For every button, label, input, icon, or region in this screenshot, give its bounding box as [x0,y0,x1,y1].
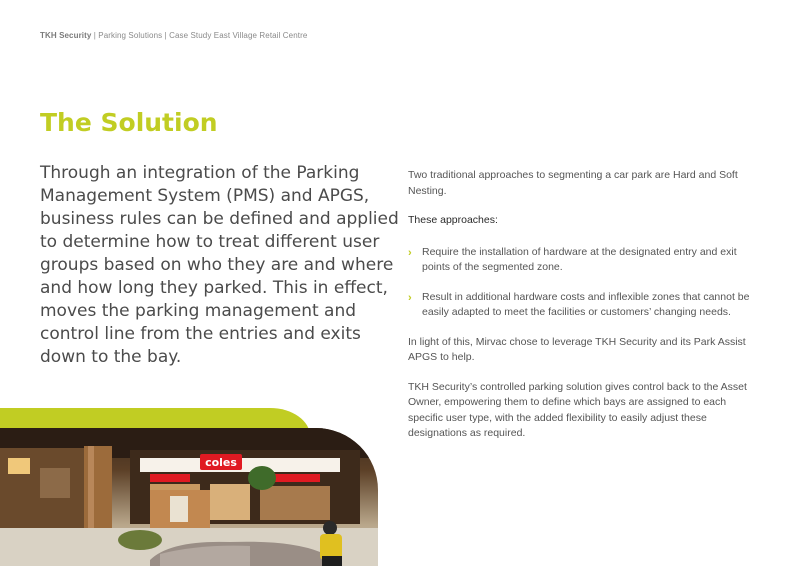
bullet-item [408,290,763,321]
left-light [8,458,30,474]
header-separator: | [164,31,167,40]
lead-paragraph: Through an integration of the Parking Management System (PMS) and APGS, business rules can be defined and applied to determine how to treat different user groups based on who they are and where and how long they parked. This in effect, moves the parking management and control line from the entries and exits down to the bay. [40,163,399,367]
right-column [408,168,763,456]
red-banner [150,474,190,482]
approaches-subheading: These approaches: [408,214,498,226]
left-storefront [40,468,70,498]
header-brand: TKH Security [40,31,92,40]
chevron-right-icon: › [408,246,412,259]
shelf [260,486,330,520]
bullet-item [408,245,763,276]
shopping-centre-photo [0,428,378,566]
person-head [323,521,337,535]
person-legs [322,556,342,566]
bullet-text: Require the installation of hardware at the designated entry and exit points of the segmented zone. [422,245,737,273]
shelf [210,484,250,520]
plant [118,530,162,550]
controlled-parking-paragraph: TKH Security’s controlled parking solution gives control back to the Asset Owner, empowering them to define which bays are assigned to each specific user type, with the added flexibility to easily adjust these designations as required. [408,380,747,439]
mirvac-paragraph: In light of this, Mirvac chose to leverage TKH Security and its Park Assist APGS to help. [408,335,746,363]
page-title: The Solution [40,108,218,137]
intro-paragraph: Two traditional approaches to segmenting a car park are Hard and Soft Nesting. [408,169,738,197]
photo-illustration [0,428,378,566]
bullet-text: Result in additional hardware costs and inflexible zones that cannot be easily adapted to meet the facilities or customers’ changing needs. [422,290,750,318]
header-section: Parking Solutions [98,31,163,40]
photo-area [0,408,378,566]
kiosk-panel [170,496,188,522]
chevron-right-icon: › [408,291,412,304]
plant [248,466,276,490]
running-header [40,31,307,40]
header-separator: | [93,31,96,40]
coles-sign-text: coles [205,456,237,469]
header-document: Case Study East Village Retail Centre [169,31,308,40]
